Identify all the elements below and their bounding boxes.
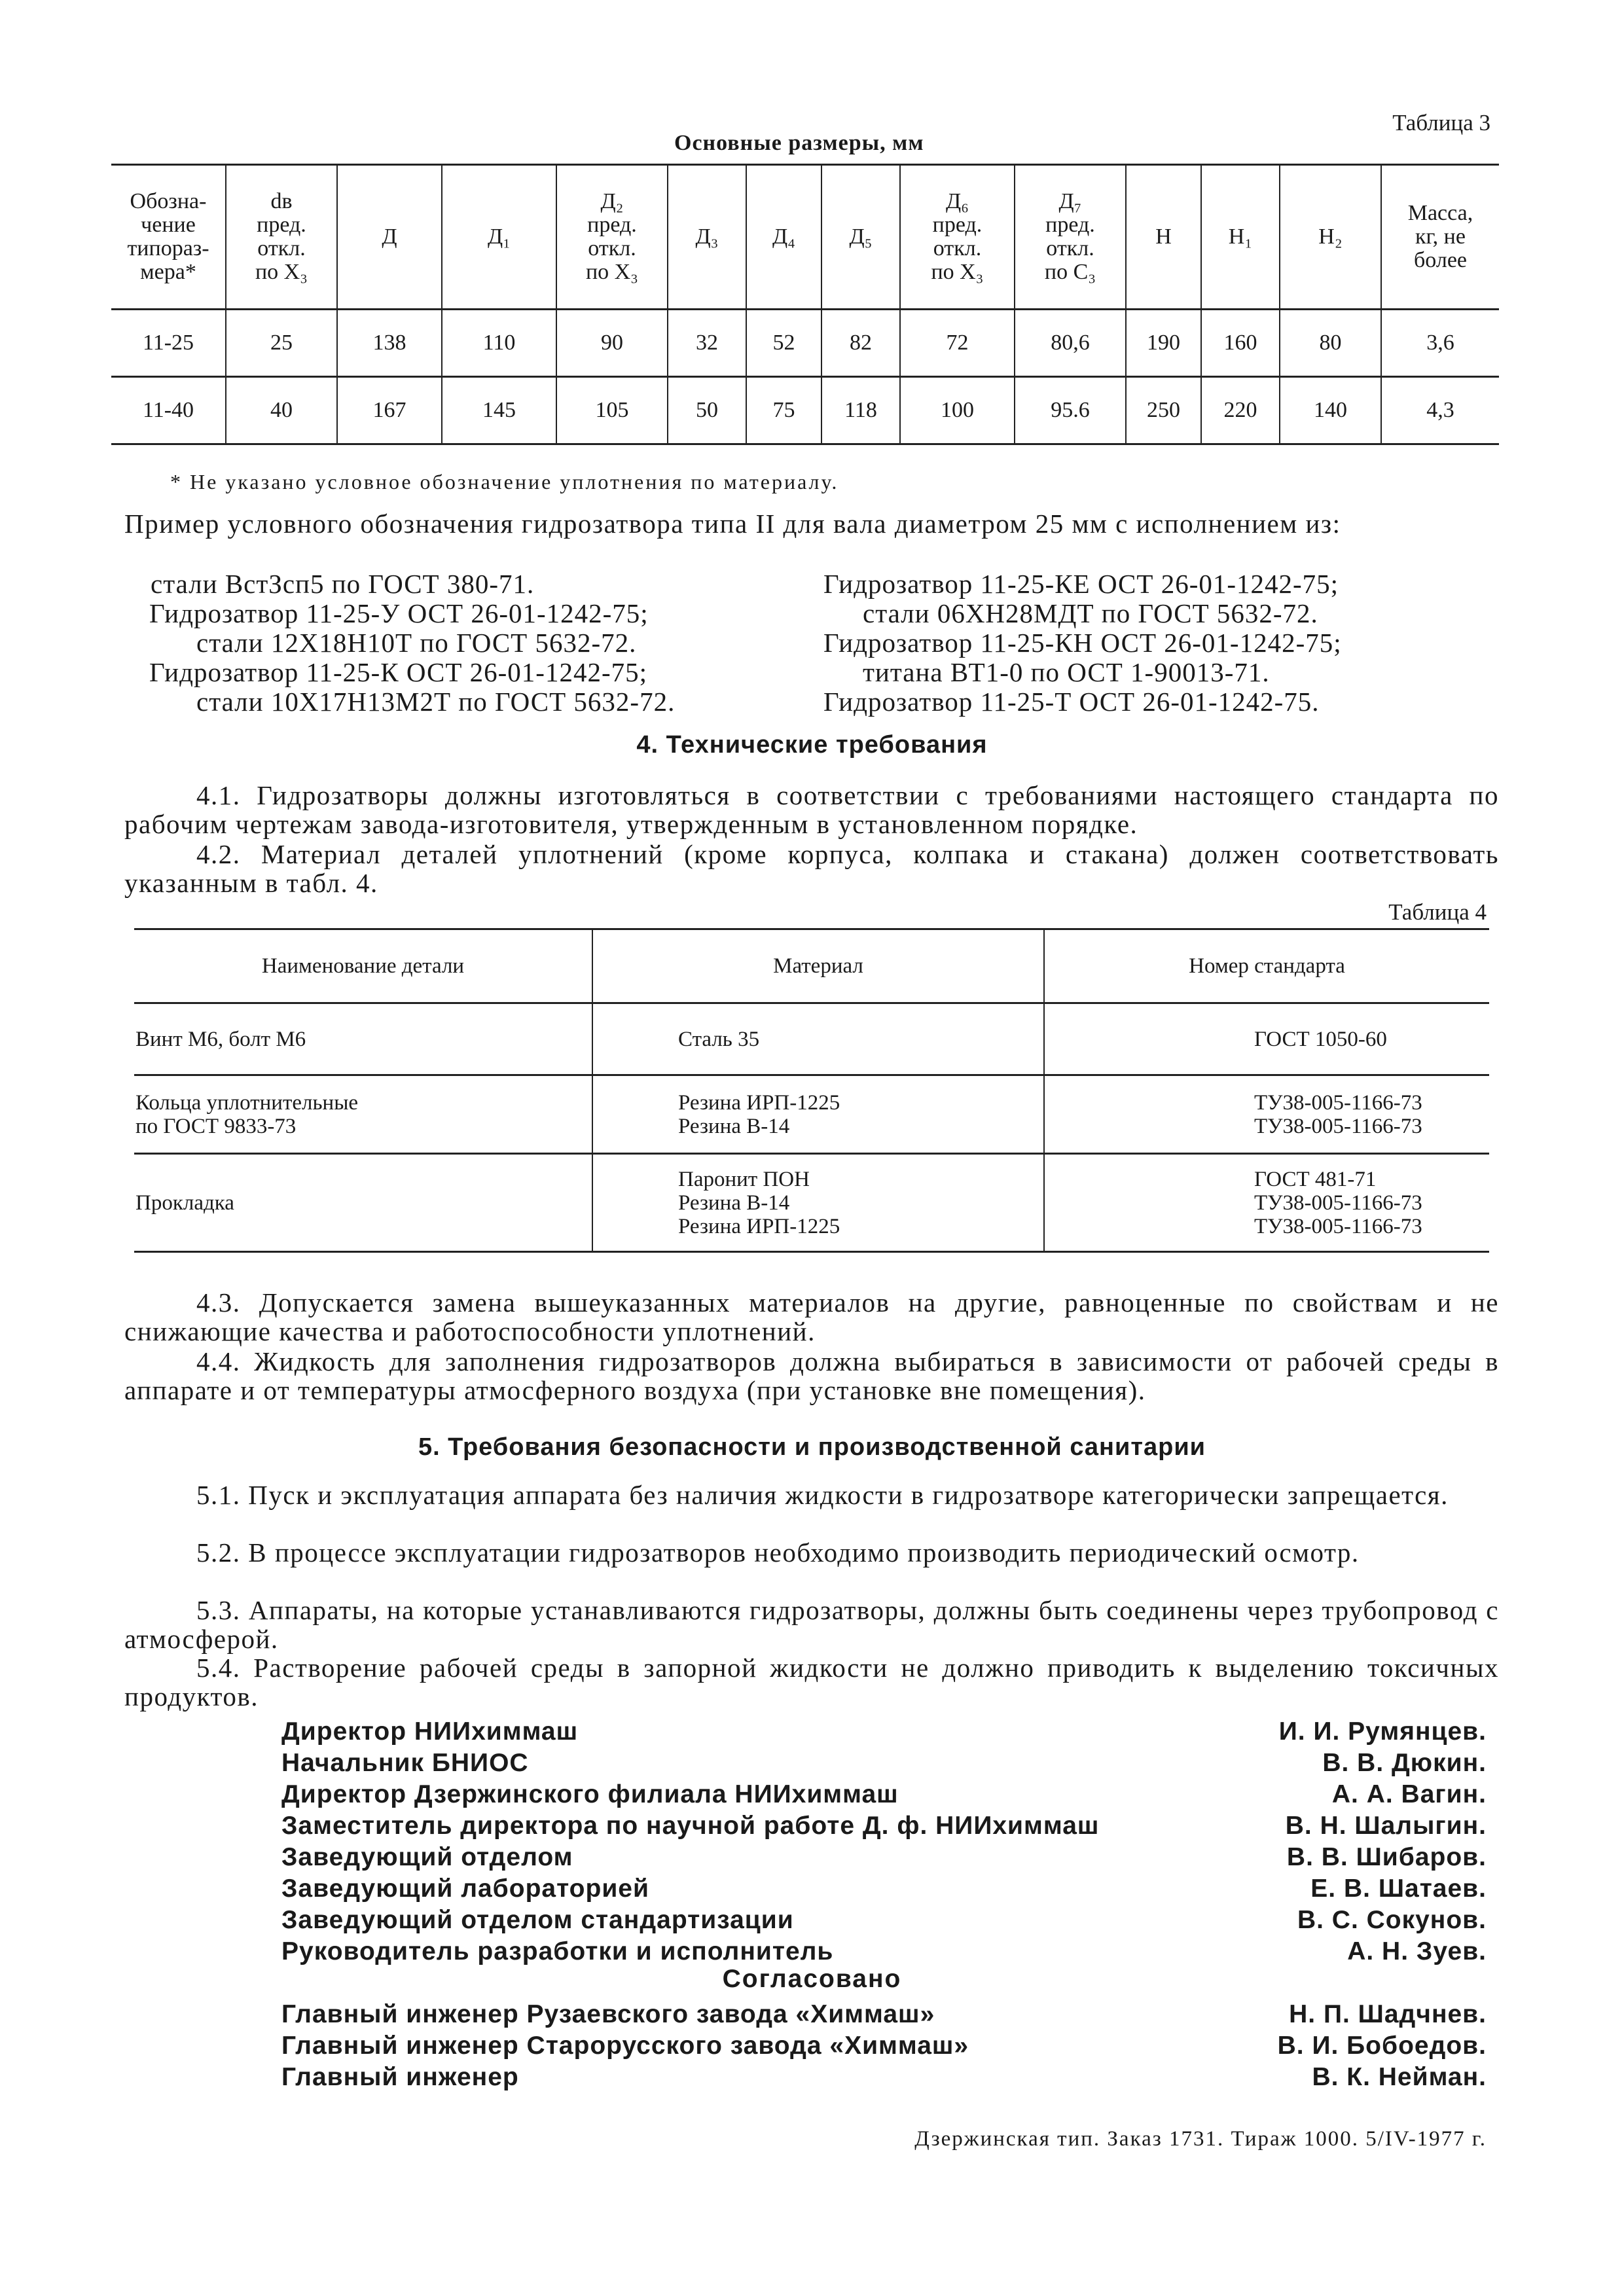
table3-column-header-line: мера* (140, 260, 196, 284)
table4-row (134, 1154, 1489, 1252)
table3-column-header-line: по Х₃ (585, 260, 639, 284)
table3-column-header (1381, 165, 1499, 310)
table3-cell: 82 (821, 310, 900, 377)
table4 (134, 928, 1489, 1253)
table3-cell: 90 (556, 310, 668, 377)
signatory-name: В. В. Дюкин. (1322, 1749, 1487, 1777)
signatory-title: Начальник БНИОС (281, 1749, 529, 1777)
table3-column-header-line: Обозна- (130, 189, 207, 213)
example-line: Гидрозатвор 11-25-К ОСТ 26-01-1242-75; (149, 657, 648, 687)
agreed-signatory-name: В. И. Бобоедов. (1277, 2032, 1487, 2060)
table4-cell-line: Резина В-14 (678, 1191, 790, 1215)
table3-header-row (111, 165, 1499, 310)
table3-cell: 32 (668, 310, 746, 377)
table3-row (111, 310, 1499, 377)
table3-cell: 250 (1126, 377, 1201, 444)
table4-cell-line: Прокладка (135, 1191, 234, 1215)
table3-cell: 50 (668, 377, 746, 444)
table4-cell-line: ГОСТ 481-71 (1254, 1167, 1377, 1191)
table3-column-header-line: Д (382, 224, 397, 249)
table3-column-header-line: Н₁ (1228, 224, 1253, 249)
example-line: стали 12Х18Н10Т по ГОСТ 5632-72. (196, 628, 637, 658)
signatory-name: В. С. Сокунов. (1297, 1906, 1487, 1934)
table3-caption: Таблица 3 (1392, 110, 1490, 135)
table3-column-header (821, 165, 900, 310)
example-line: Гидрозатвор 11-25-Т ОСТ 26-01-1242-75. (823, 687, 1320, 717)
table3-cell: 105 (556, 377, 668, 444)
table3-cell: 118 (821, 377, 900, 444)
table3-column-header-line: Д₆ (945, 189, 969, 213)
signatory-title: Директор Дзержинского филиала НИИхиммаш (281, 1780, 899, 1808)
table3-column-header (111, 165, 226, 310)
table3-column-header-line: чение (141, 213, 196, 237)
signatory-title: Заведующий отделом (281, 1843, 573, 1871)
signatory-name: В. Н. Шалыгин. (1285, 1812, 1487, 1840)
table3-header-title: Основные размеры, мм (674, 131, 924, 155)
table3-column-header (1015, 165, 1126, 310)
table3-column-header (1201, 165, 1280, 310)
signatory-title: Заведующий лабораторией (281, 1874, 649, 1903)
table4-column-header: Наименование детали (134, 929, 592, 1003)
table3-cell: 95.6 (1015, 377, 1126, 444)
agreed-signatory-title: Главный инженер Рузаевского завода «Химмаш» (281, 2000, 935, 2028)
example-left-column (151, 569, 675, 717)
table4-cell-line: ТУ38-005-1166-73 (1254, 1214, 1422, 1238)
table4-cell-line: Кольца уплотнительные (135, 1090, 359, 1115)
table3-column-header-line: Д₂ (600, 189, 624, 213)
table3-column-header (746, 165, 821, 310)
paragraph-5-4: 5.4. Растворение рабочей среды в запорной жидкости не должно приводить к выделению токсичных продуктов. (124, 1653, 1499, 1712)
table4-row (134, 1003, 1489, 1075)
table4-header-row (134, 929, 1489, 1003)
signatory-name: В. В. Шибаров. (1286, 1843, 1487, 1871)
table3-column-header (337, 165, 442, 310)
signatory-title: Руководитель разработки и исполнитель (281, 1937, 834, 1965)
table3-column-header-line: пред. (1045, 213, 1095, 237)
table3-column-header-line: по Х₃ (931, 260, 984, 284)
print-footer: Дзержинская тип. Заказ 1731. Тираж 1000. 5/IV-1977 г. (914, 2127, 1487, 2151)
table3-column-header (556, 165, 668, 310)
table3-cell: 80,6 (1015, 310, 1126, 377)
table3-column-header (1126, 165, 1201, 310)
table3-column-header-line: откл. (933, 236, 982, 260)
agreed-signatory-name: Н. П. Шадчнев. (1289, 2000, 1487, 2028)
table3-cell: 167 (337, 377, 442, 444)
table3-cell: 110 (442, 310, 556, 377)
table3-footnote: * Не указано условное обозначение уплотнения по материалу. (170, 470, 839, 493)
signatory-title: Заместитель директора по научной работе Д. ф. НИИхиммаш (281, 1812, 1100, 1840)
table3-cell: 140 (1280, 377, 1381, 444)
paragraph-5-1: 5.1. Пуск и эксплуатация аппарата без наличия жидкости в гидрозатворе категорически запрещается. (196, 1480, 1449, 1510)
agreed-label: Согласовано (722, 1965, 902, 1993)
table3-cell: 145 (442, 377, 556, 444)
table3-column-header-line: по Х₃ (255, 260, 308, 284)
table3-column-header-line: Н (1155, 224, 1172, 249)
table3-cell: 4,3 (1381, 377, 1499, 444)
table3-cell: 11-40 (111, 377, 226, 444)
table3-column-header-line: пред. (932, 213, 983, 237)
table3-cell: 40 (226, 377, 337, 444)
agreed-signatory-title: Главный инженер (281, 2063, 519, 2091)
table3-column-header-line: откл. (1046, 236, 1094, 260)
table3-cell: 80 (1280, 310, 1381, 377)
table4-cell-line: Резина ИРП-1225 (678, 1214, 840, 1238)
table4-cell-line: ТУ38-005-1166-73 (1254, 1191, 1422, 1215)
paragraph-4-4: 4.4. Жидкость для заполнения гидрозатворов должна выбираться в зависимости от рабочей среды в аппарате и от температуры атмосферного воздуха (при установке вне помещения). (124, 1346, 1499, 1405)
table4-column-header: Материал (592, 929, 1044, 1003)
table3-column-header-line: Д₅ (849, 224, 873, 249)
paragraph-4-1: 4.1. Гидрозатворы должны изготовляться в соответствии с требованиями настоящего стандарта по рабочим чертежам завода-изготовителя, утвержденным в установленном порядке. (124, 780, 1499, 839)
table4-caption: Таблица 4 (1388, 899, 1487, 925)
table4-row (134, 1075, 1489, 1154)
table4-cell-line: Резина ИРП-1225 (678, 1090, 840, 1115)
table4-cell-part (134, 1003, 592, 1075)
table3-row (111, 377, 1499, 444)
example-line: Гидрозатвор 11-25-КН ОСТ 26-01-1242-75; (823, 628, 1342, 658)
signatory-name: И. И. Румянцев. (1278, 1717, 1487, 1746)
table3-column-header-line: Д₄ (772, 224, 796, 249)
table4-cell-standard (1044, 1154, 1489, 1252)
table4-cell-line: ГОСТ 1050-60 (1254, 1027, 1387, 1051)
table3-column-header-line: dв (270, 189, 293, 213)
table3-column-header-line: Н₂ (1318, 224, 1343, 249)
table4-cell-part (134, 1154, 592, 1252)
signatory-titles (281, 1716, 1099, 1967)
table4-cell-line: Паронит ПОН (678, 1167, 810, 1191)
table4-cell-part (134, 1075, 592, 1154)
table3-column-header-line: откл. (588, 236, 636, 260)
table4-cell-material (592, 1075, 1044, 1154)
table3-cell: 100 (900, 377, 1015, 444)
table4-cell-line: Резина В-14 (678, 1114, 790, 1138)
table3-column-header (1280, 165, 1381, 310)
example-line: титана ВТ1-0 по ОСТ 1-90013-71. (863, 657, 1270, 687)
table3-column-header-line: Д₃ (695, 224, 719, 249)
table4-cell-line: ТУ38-005-1166-73 (1254, 1090, 1422, 1115)
example-line: Гидрозатвор 11-25-КЕ ОСТ 26-01-1242-75; (823, 569, 1339, 599)
table3-column-header-line: кг, не (1415, 224, 1466, 249)
table3-column-header (442, 165, 556, 310)
signatory-title: Директор НИИхиммаш (281, 1717, 579, 1746)
example-line: Гидрозатвор 11-25-У ОСТ 26-01-1242-75; (149, 598, 649, 628)
table4-column-header: Номер стандарта (1044, 929, 1489, 1003)
table3-column-header (668, 165, 746, 310)
table3-column-header-line: откл. (257, 236, 306, 260)
table3-column-header-line: Масса, (1407, 201, 1473, 225)
table4-cell-line: Сталь 35 (678, 1027, 760, 1051)
table3-cell: 160 (1201, 310, 1280, 377)
example-line: стали 06ХН28МДТ по ГОСТ 5632-72. (863, 598, 1318, 628)
table4-cell-line: по ГОСТ 9833-73 (135, 1114, 297, 1138)
paragraph-5-3: 5.3. Аппараты, на которые устанавливаются гидрозатворы, должны быть соединены через трубопровод с атмосферой. (124, 1595, 1499, 1654)
section4-heading: 4. Технические требования (636, 731, 988, 759)
table3-cell: 75 (746, 377, 821, 444)
table3-column-header (226, 165, 337, 310)
agreed-signatory-names (1278, 1999, 1487, 2093)
example-intro: Пример условного обозначения гидрозатвора типа II для вала диаметром 25 мм с исполнением из: (124, 509, 1341, 539)
table3-cell: 52 (746, 310, 821, 377)
table3-cell: 220 (1201, 377, 1280, 444)
table3-column-header-line: пред. (587, 213, 637, 237)
table4-cell-material (592, 1154, 1044, 1252)
example-line: стали 10Х17Н13М2Т по ГОСТ 5632-72. (196, 687, 676, 717)
table3-column-header (900, 165, 1015, 310)
signatory-name: А. А. Вагин. (1331, 1780, 1487, 1808)
table3-cell: 72 (900, 310, 1015, 377)
section5-heading: 5. Требования безопасности и производственной санитарии (418, 1433, 1206, 1461)
table4-cell-standard (1044, 1003, 1489, 1075)
table4-cell-line: ТУ38-005-1166-73 (1254, 1114, 1422, 1138)
table3-cell: 11-25 (111, 310, 226, 377)
agreed-signatory-name: В. К. Нейман. (1312, 2063, 1487, 2091)
signatory-title: Заведующий отделом стандартизации (281, 1906, 794, 1934)
paragraph-5-2: 5.2. В процессе эксплуатации гидрозатворов необходимо производить периодический осмотр. (196, 1537, 1360, 1568)
example-line: стали ВстЗсп5 по ГОСТ 380-71. (151, 569, 535, 599)
paragraph-4-3: 4.3. Допускается замена вышеуказанных материалов на другие, равноценные по свойствам и не снижающие качества и работоспособности уплотнений. (124, 1287, 1499, 1346)
signatory-names (1279, 1716, 1487, 1967)
table3-column-header-line: более (1414, 248, 1467, 272)
signatory-name: Е. В. Шатаев. (1310, 1874, 1487, 1903)
paragraph-4-2: 4.2. Материал деталей уплотнений (кроме корпуса, колпака и стакана) должен соответствовать указанным в табл. 4. (124, 839, 1499, 898)
agreed-signatory-title: Главный инженер Старорусского завода «Химмаш» (281, 2032, 969, 2060)
signatory-name: А. Н. Зуев. (1347, 1937, 1487, 1965)
table4-cell-line: Винт М6, болт М6 (135, 1027, 306, 1051)
table3-column-header-line: Д₇ (1058, 189, 1082, 213)
table4-cell-material (592, 1003, 1044, 1075)
table3-column-header-line: типораз- (127, 236, 209, 260)
table4-cell-standard (1044, 1075, 1489, 1154)
agreed-signatory-titles (281, 1999, 969, 2093)
table3-cell: 190 (1126, 310, 1201, 377)
table3-column-header-line: пред. (257, 213, 306, 237)
table3-cell: 25 (226, 310, 337, 377)
table3-column-header-line: по С₃ (1044, 260, 1096, 284)
table3-cell: 3,6 (1381, 310, 1499, 377)
table3-cell: 138 (337, 310, 442, 377)
table3-column-header-line: Д₁ (487, 224, 511, 249)
table3 (111, 164, 1499, 445)
example-right-column (823, 569, 1342, 717)
